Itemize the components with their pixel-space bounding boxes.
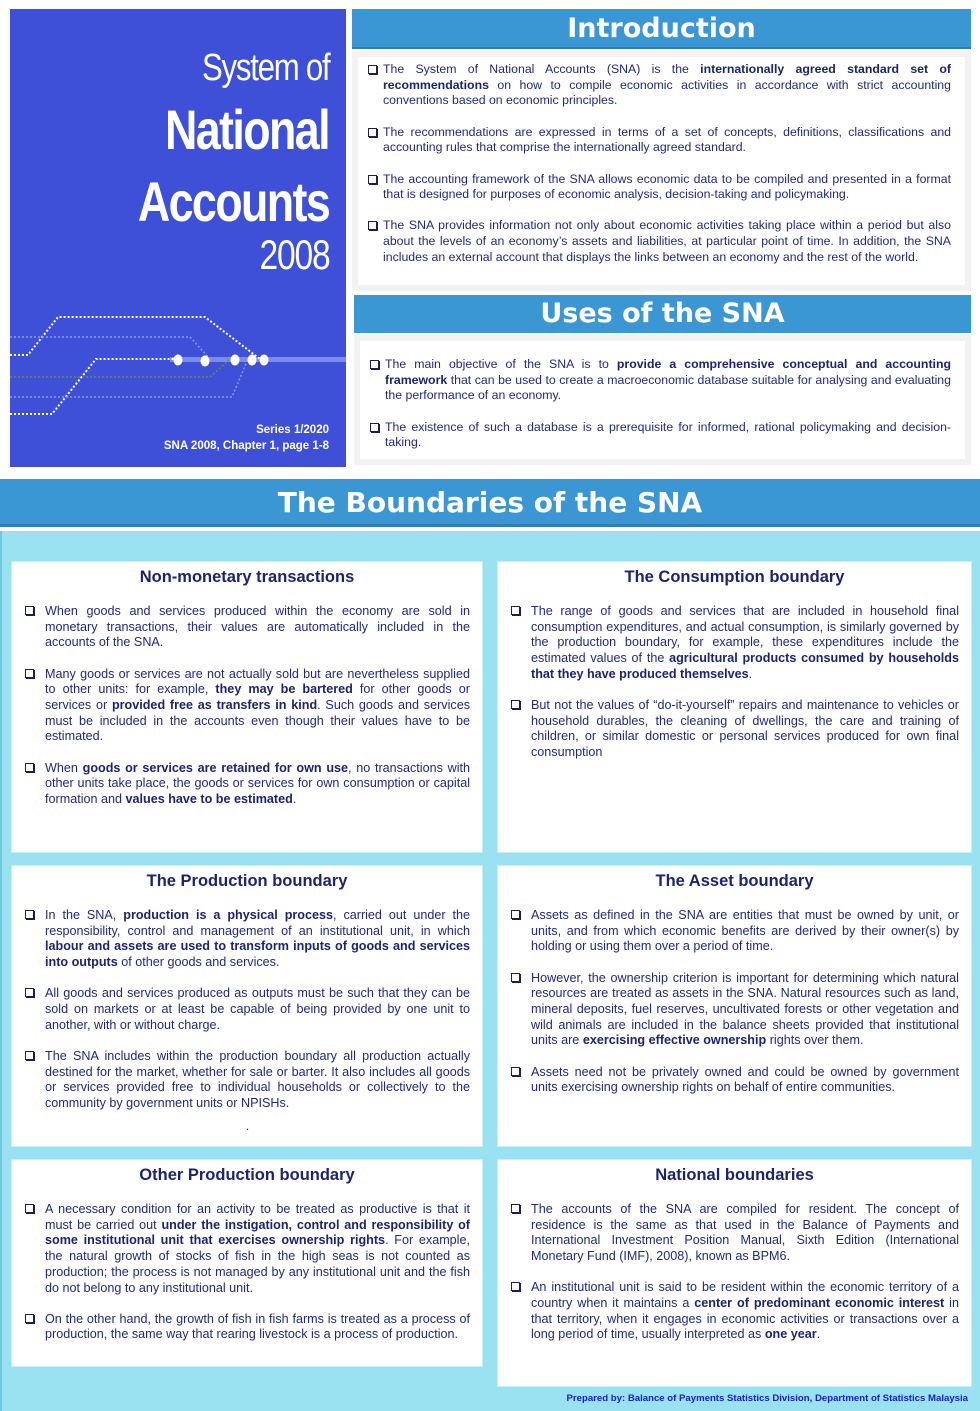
- card-title: The Production boundary: [146, 872, 348, 890]
- card-bullet: When goods or services are retained for own use, no transactions with other units take place, the goods or services for own consumption or capital formation and values have to be estimated.: [25, 761, 470, 808]
- cover-image: [10, 9, 346, 467]
- checkbox-bullet-icon: [511, 910, 520, 919]
- card-bullet: The accounts of the SNA are compiled for resident. The concept of residence is the same as that used in the Balance of Payments and International Investment Position Manual, Sixth Edition (International Monetary Fund (IMF), 2008), known as BPM6.: [511, 1202, 959, 1265]
- card-title: National boundaries: [655, 1166, 814, 1184]
- trailing-dot: .: [245, 1119, 250, 1134]
- card-bullet: On the other hand, the growth of fish in fish farms is treated as a process of production, the same way that rearing livestock is a process of production.: [25, 1312, 470, 1343]
- boundaries-heading: The Boundaries of the SNA: [0, 479, 980, 527]
- card-bullet: Assets as defined in the SNA are entities that must be owned by unit, or units, and from which economic benefits are derived by their owner(s) by holding or using them over a period of time.: [511, 908, 959, 955]
- card-title: Non-monetary transactions: [139, 568, 355, 586]
- checkbox-bullet-icon: [25, 910, 34, 919]
- checkbox-bullet-icon: [370, 423, 379, 432]
- prepared-by-footer: Prepared by: Balance of Payments Statistics Division, Department of Statistics Malaysia: [566, 1393, 968, 1404]
- checkbox-bullet-icon: [511, 973, 520, 982]
- card-bullet: Many goods or services are not actually sold but are nevertheless supplied to other units: for example, they may be bartered for other goods or services or provided free as transfers in kind. Such goods and services must be included in the accounts even though their values have to be estimated.: [25, 667, 470, 746]
- card-bullet: An institutional unit is said to be resident within the economic territory of a country when it maintains a center of predominant economic interest in that territory, when it engages in economic activities or transactions over a long period of time, usually interpreted as one year.: [511, 1280, 959, 1343]
- reference-label: SNA 2008, Chapter 1, page 1-8: [163, 440, 329, 452]
- card-title: The Asset boundary: [655, 872, 814, 890]
- checkbox-bullet-icon: [25, 763, 34, 772]
- uses-bullet: The existence of such a database is a prerequisite for informed, rational policymaking and decision-taking.: [370, 420, 951, 451]
- uses-panel: [354, 335, 971, 465]
- card-consumption-boundary: [497, 561, 972, 853]
- checkbox-bullet-icon: [25, 1204, 34, 1213]
- card-national-boundaries: [497, 1159, 972, 1387]
- checkbox-bullet-icon: [370, 360, 379, 369]
- checkbox-bullet-icon: [25, 988, 34, 997]
- checkbox-bullet-icon: [25, 669, 34, 678]
- card-bullet: The range of goods and services that are included in household final consumption expenditures, and actual consumption, is similarly governed by the production boundary, for example, these expenditures include the estimated values of the agricultural products consumed by households that they have produced themselves.: [511, 604, 959, 683]
- checkbox-bullet-icon: [368, 65, 377, 74]
- checkbox-bullet-icon: [511, 1204, 520, 1213]
- introduction-panel: [352, 51, 971, 291]
- cover-title-line2: National: [165, 98, 329, 161]
- checkbox-bullet-icon: [25, 1051, 34, 1060]
- card-title: The Consumption boundary: [624, 568, 845, 586]
- boundaries-section: [0, 531, 980, 1411]
- cover-series-info: [164, 422, 329, 454]
- card-bullet: However, the ownership criterion is important for determining which natural resources are treated as assets in the SNA. Natural resources such as land, mineral deposits, fuel reserves, uncultivated forests or other vegetation and wild animals are included in the balance sheets provided that institutional units are exercising effective ownership rights over them.: [511, 971, 959, 1050]
- card-bullet: Assets need not be privately owned and could be owned by government units exercising ownership rights on behalf of entire communities.: [511, 1065, 959, 1096]
- card-production-boundary: [11, 865, 483, 1147]
- card-bullet: In the SNA, production is a physical process, carried out under the responsibility, control and management of an institutional unit, in which labour and assets are used to transform inputs of goods and services into outputs of other goods and services.: [25, 908, 470, 971]
- uses-bullet: The main objective of the SNA is to provide a comprehensive conceptual and accounting framework that can be used to create a macroeconomic database suitable for analysing and evaluating the performance of an economy.: [370, 357, 951, 404]
- checkbox-bullet-icon: [25, 606, 34, 615]
- card-bullet: But not the values of “do-it-yourself” repairs and maintenance to vehicles or household durables, the cleaning of dwellings, the care and training of children, or similar domestic or personal services produced for own final consumption: [511, 698, 959, 761]
- card-bullet: When goods and services produced within the economy are sold in monetary transactions, their values are automatically included in the accounts of the SNA.: [25, 604, 470, 651]
- card-bullet: The SNA includes within the production boundary all production actually destined for the market, whether for sale or barter. It also includes all goods or services provided free to individual households or collectively to the community by government units or NPISHs.: [25, 1049, 470, 1112]
- intro-bullet: The recommendations are expressed in terms of a set of concepts, definitions, classifications and accounting rules that comprise the internationally agreed standard.: [368, 125, 951, 156]
- checkbox-bullet-icon: [25, 1314, 34, 1323]
- checkbox-bullet-icon: [368, 221, 377, 230]
- card-non-monetary-transactions: [11, 561, 483, 853]
- card-bullet: All goods and services produced as outputs must be such that they can be sold on markets or at least be capable of being provided by one unit to another, with or without charge.: [25, 986, 470, 1033]
- cover-title-year: 2008: [259, 231, 329, 278]
- card-other-production-boundary: [11, 1159, 483, 1367]
- intro-bullet: The SNA provides information not only about economic activities taking place within a period but also about the levels of an economy’s assets and liabilities, at particular point of time. In addition, the SNA includes an external account that displays the links between an economy and the rest of the world.: [368, 218, 951, 265]
- series-label: Series 1/2020: [256, 424, 329, 436]
- cover-title-line1: System of: [201, 47, 329, 89]
- introduction-heading: Introduction: [352, 9, 971, 49]
- cover-title-line3: Accounts: [137, 170, 329, 233]
- intro-bullet: The System of National Accounts (SNA) is the internationally agreed standard set of recommendations on how to compile economic activities in accordance with strict accounting conventions based on economic principles.: [368, 62, 951, 109]
- card-asset-boundary: [497, 865, 972, 1147]
- checkbox-bullet-icon: [511, 700, 520, 709]
- checkbox-bullet-icon: [511, 1282, 520, 1291]
- checkbox-bullet-icon: [368, 175, 377, 184]
- circuit-lines-graphic: [10, 299, 346, 419]
- checkbox-bullet-icon: [511, 1067, 520, 1076]
- checkbox-bullet-icon: [368, 128, 377, 137]
- uses-heading: Uses of the SNA: [354, 295, 971, 333]
- card-title: Other Production boundary: [139, 1166, 355, 1184]
- intro-bullet: The accounting framework of the SNA allows economic data to be compiled and presented in a format that is designed for purposes of economic analysis, decision-taking and policymaking.: [368, 172, 951, 203]
- card-bullet: A necessary condition for an activity to be treated as productive is that it must be carried out under the instigation, control and responsibility of some institutional unit that exercises ownership rights. For example, the natural growth of stocks of fish in the high seas is not counted as production; the process is not managed by any institutional unit and the fish do not belong to any institutional unit.: [25, 1202, 470, 1296]
- checkbox-bullet-icon: [511, 606, 520, 615]
